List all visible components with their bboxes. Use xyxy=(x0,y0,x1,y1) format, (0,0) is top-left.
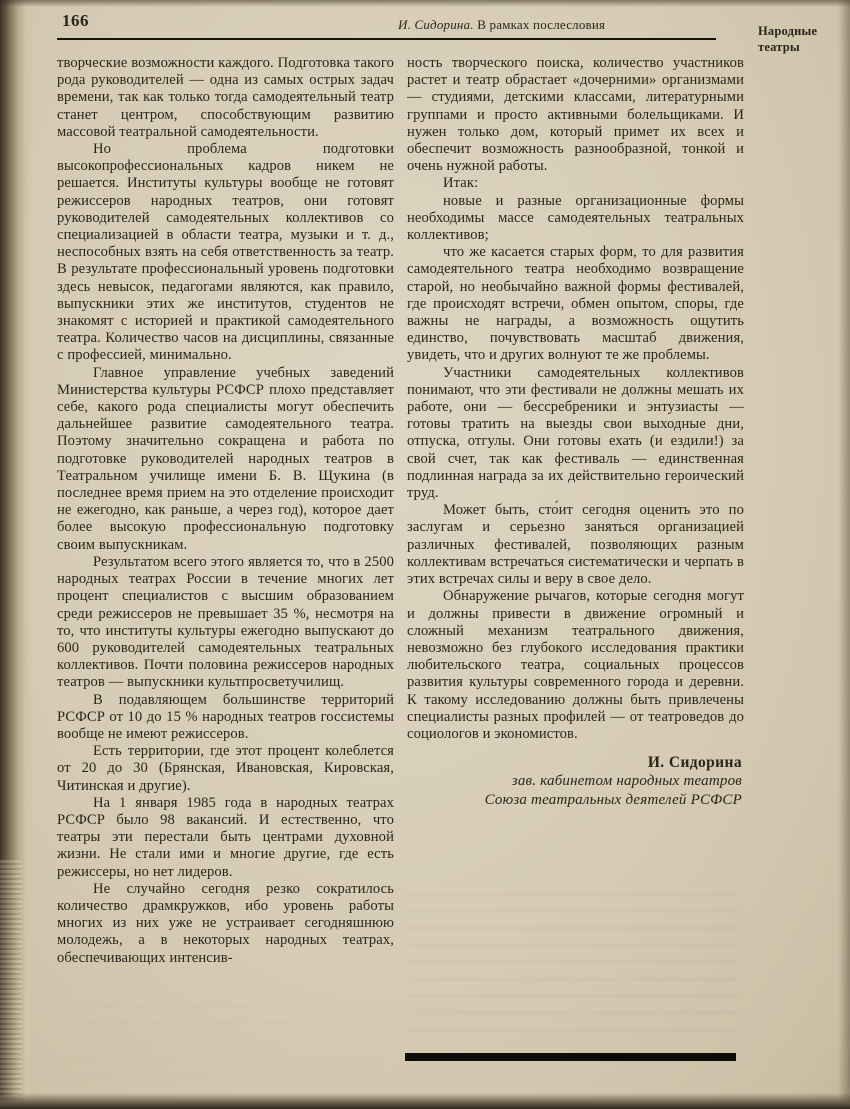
running-title-text: В рамках послесловия xyxy=(473,17,606,32)
rubric-label xyxy=(758,23,817,55)
text-columns xyxy=(57,55,744,1095)
right-column xyxy=(407,55,744,1095)
running-title-author: И. Сидорина. xyxy=(398,17,474,32)
author-role-line1: зав. кабинетом народных театров xyxy=(511,773,742,790)
paragraph: что же касается старых форм, то для развития самодеятельного театра необходимо возвращение старой, но необычайно важной формы фестивалей, где происходят встречи, обмен опытом, споры, где важны не награды, а возможность ощутить единство, почувствовать масштаб движения, увидеть, что и других волнуют те же проблемы. xyxy=(407,244,744,364)
paragraph: Участники самодеятельных коллективов понимают, что эти фестивали не должны мешать их работе, они — бессребреники и энтузиасты — готовы тратить на выезды свои выходные дни, отпуска, отгулы. Они готовы ехать (и ездили!) за свой счет, так как фестиваль — единственная подлинная награда за их действительно героический труд. xyxy=(407,364,744,502)
page-right-shadow xyxy=(838,0,850,1109)
page-bottom-shadow xyxy=(0,1093,850,1109)
section-end-bar xyxy=(405,1053,736,1061)
paragraph: ность творческого поиска, количество участников растет и театр обрастает «дочерними» организмами — студиями, детскими классами, литературными группами и просто активными болельщиками. И нужен только дом, который примет их всех и обеспечит возможность разнообразной, тонкой и очень нужной работы. xyxy=(407,55,744,175)
page-top-shadow xyxy=(0,0,850,7)
paragraph: Обнаружение рычагов, которые сегодня могут и должны привести в движение огромный и сложный механизм театрального движения, невозможно без глубокого исследования практики любительского театра, социальных процессов развития культуры современного города и деревни. К такому исследованию должны быть привлечены специалисты разных профилей — от театроведов до социологов и экономистов. xyxy=(407,588,744,742)
paragraph: Итак: xyxy=(443,175,479,192)
paragraph: Может быть, сто́ит сегодня оценить это по заслугам и серьезно заняться организацией различных фестивалей, позволяющих разным коллективам встречаться систематически и черпать в этих встречах силы и веру в свое дело. xyxy=(407,502,744,588)
paragraph: Есть территории, где этот процент колеблется от 20 до 30 (Брянская, Ивановская, Кировская, Читинская и другие). xyxy=(57,743,394,794)
rubric-line2: театры xyxy=(758,40,800,54)
article-signature xyxy=(407,753,744,809)
paragraph: На 1 января 1985 года в народных театрах РСФСР было 98 вакансий. И естественно, что театры эти перестали быть центрами духовной жизни. Не стали ими и многие другие, где есть режиссеры, но нет лидеров. xyxy=(57,794,394,880)
running-title xyxy=(398,17,605,33)
paragraph: Результатом всего этого является то, что в 2500 народных театрах России в течение многих лет процент специалистов с высшим образованием среди режиссеров не превышает 35 %, несмотря на то, что институты культуры ежегодно выпускают до 600 руководителей самодеятельных театральных коллективов. Почти половина режиссеров народных театров — выпускники культпросветучилищ. xyxy=(57,553,394,691)
paragraph: творческие возможности каждого. Подготовка такого рода руководителей — одна из самых острых задач времени, так как только тогда самодеятельный театр станет центром, способствующим развитию массовой театральной самодеятельности. xyxy=(57,55,394,140)
page-stack-edge xyxy=(0,860,22,1109)
author-role-line2: Союза театральных деятелей РСФСР xyxy=(484,791,742,808)
paragraph: новые и разные организационные формы необходимы массе самодеятельных театральных коллективов; xyxy=(407,192,744,244)
page-number: 166 xyxy=(62,11,89,30)
paragraph: Но проблема подготовки высокопрофессиональных кадров никем не решается. Институты культуры вообще не готовят режиссеров народных театров, они готовят руководителей самодеятельных коллективов со специализацией в области театра, музыки и т. д., неспособных взять на себя ответственность за театр. В результате профессиональный уровень подготовки здесь невысок, педагогами являются, как правило, выпускники этих же институтов, студентов не знакомят с историей и практикой самодеятельного театра. Количество часов на дисциплины, связанные с профессией, минимально. xyxy=(57,141,394,364)
paragraph: Главное управление учебных заведений Министерства культуры РСФСР плохо представляет себе, какого рода специалисты могут обеспечить дальнейшее развитие самодеятельного театра. Поэтому значительно сокращена и работа по подготовке руководителей народных театров в Театральном училище имени Б. В. Щукина (в последнее время прием на это отделение происходит не ежегодно, как раньше, а через год), которое дает более высокую профессиональную подготовку своим выпускникам. xyxy=(57,364,394,553)
author-name: И. Сидорина xyxy=(647,754,742,772)
left-column xyxy=(57,55,394,1095)
header-rule xyxy=(57,38,716,40)
paragraph: Не случайно сегодня резко сократилось количество драмкружков, ибо уровень работы многих из них уже не устраивает сегодняшнюю молодежь, а в некоторых народных театрах, обеспечивающих интенсив- xyxy=(57,880,394,966)
paragraph: В подавляющем большинстве территорий РСФСР от 10 до 15 % народных театров госсистемы вообще не имеют режиссеров. xyxy=(57,691,394,742)
rubric-line1: Народные xyxy=(758,24,818,38)
book-spine-edge xyxy=(0,0,34,1109)
